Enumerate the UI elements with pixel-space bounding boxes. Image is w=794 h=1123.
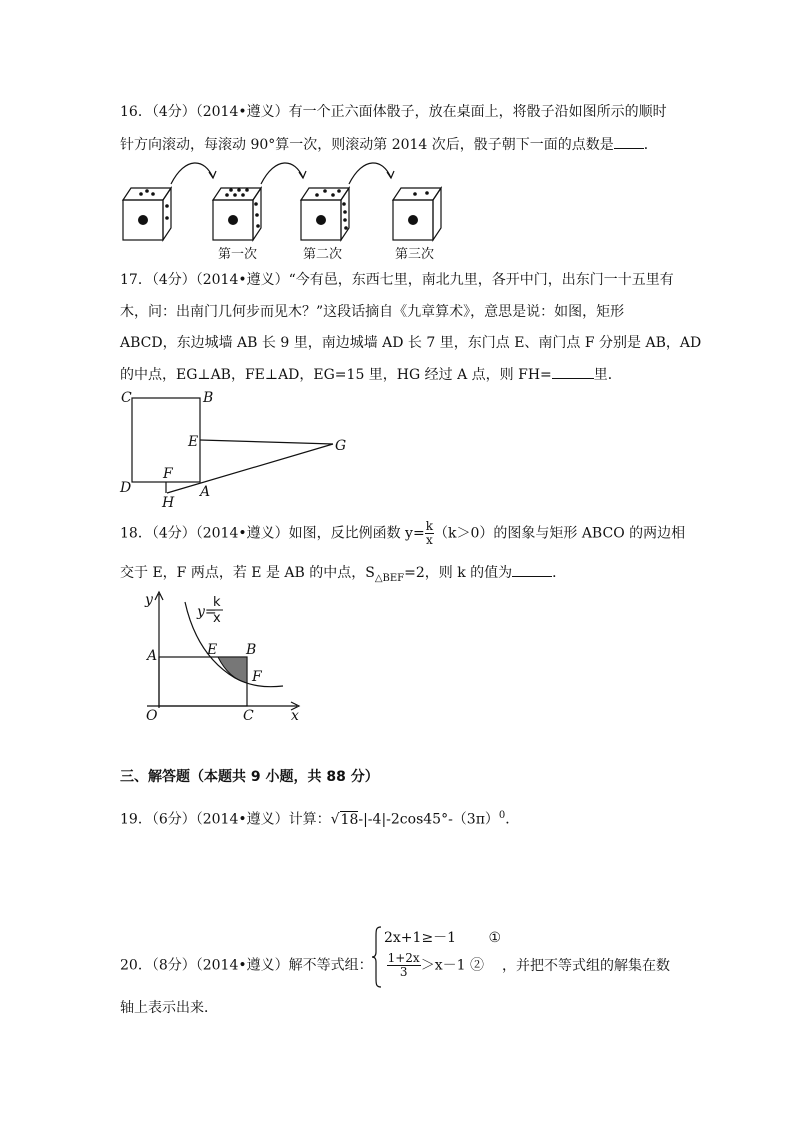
q20-mark1: ① [488, 930, 502, 946]
q18-area-subscript: △BEF [374, 572, 405, 584]
die-3-side-pip [342, 202, 346, 206]
q20-prefix: 20．（8分）（2014•遵义）解不等式组： [120, 957, 373, 974]
die-4-top-pip [425, 191, 429, 195]
die-3-top-pip [331, 193, 335, 197]
q20-ineq1 [384, 928, 501, 948]
die-3-side-pip [343, 218, 347, 222]
q20-line2: 轴上表示出来． [120, 1000, 218, 1016]
die-4-top-pip [413, 192, 417, 196]
die-3-front-pip [316, 215, 326, 225]
q18-line1-rest: （k＞0）的图象与矩形 ABCO 的两边相 [433, 525, 686, 542]
q16-line1: 16．（4分）（2014•遵义）有一个正六面体骰子，放在桌面上，将骰子沿如图所示的顺时 [120, 104, 667, 120]
q18-line2-text: 交于 E，F 两点，若 E 是 AB 的中点，S [120, 565, 375, 581]
dice-label-1: 第一次 [218, 247, 258, 262]
die-2-top-pip [229, 188, 233, 192]
point-d-label: D [120, 480, 132, 496]
die-1-front-pip [138, 215, 148, 225]
q16-line2 [120, 134, 658, 155]
die-2-side-pip [254, 202, 258, 206]
q18-line2-end: ． [552, 565, 567, 581]
point-a-label: A [200, 484, 211, 500]
q17-line1: 17．（4分）（2014•遵义）“今有邑，东西七里，南北九里，各开中门，出东门一十五里有 [120, 272, 674, 288]
roll-arrow-1 [171, 163, 213, 184]
city-wall-figure [115, 388, 355, 513]
point-e-label: E [207, 642, 218, 658]
point-g-label: G [335, 438, 347, 454]
die-3-side-pip [344, 226, 348, 230]
die-3-top-pip [337, 189, 341, 193]
point-f-label: F [163, 466, 173, 482]
q18-line2-rest: =2，则 k 的值为 [404, 565, 513, 581]
roll-arrow-2 [261, 163, 303, 184]
dice-label-2: 第二次 [303, 247, 343, 262]
q17-line4 [120, 364, 622, 385]
q20-ineq1-text: 2x+1≥－1 [384, 930, 457, 946]
q16-line2-text: 针方向滚动，每滚动 90°算一次，则滚动第 2014 次后，骰子朝下一面的点数是 [120, 137, 614, 153]
point-c-label: C [121, 390, 132, 406]
point-b-label: B [203, 390, 214, 406]
q20-fraction-den: 3 [399, 965, 408, 979]
q20-fraction-num: 1+2x [387, 951, 420, 965]
die-3-top-pip [315, 193, 319, 197]
die-2-side-pip [255, 213, 259, 217]
q19-line [120, 806, 519, 830]
q18-fraction-den: x [425, 533, 433, 547]
die-1-side-pip [165, 204, 169, 208]
point-e-label: E [188, 434, 199, 450]
q18-fraction [425, 520, 434, 547]
point-a-label: A [147, 648, 158, 664]
q20-ineq2-rest: ＞x－1 [420, 957, 466, 974]
point-c-label: C [243, 708, 254, 724]
die-2-top-pip [245, 188, 249, 192]
shaded-triangle-bef [218, 657, 247, 683]
q18-line2 [120, 562, 566, 589]
q19-rest: -|-4|-2cos45°-（3π） [358, 811, 499, 828]
section-3-heading: 三、解答题（本题共 9 小题，共 88 分） [120, 769, 379, 785]
q19-exponent: 0 [498, 810, 506, 821]
die-3-side-pip [343, 210, 347, 214]
roll-arrow-3 [349, 163, 391, 184]
die-2-top-pip [237, 188, 241, 192]
point-f-label: F [252, 669, 262, 685]
sqrt-sign: √ [330, 811, 340, 828]
axis-x-label: x [291, 708, 299, 724]
inverse-function-figure [115, 588, 315, 728]
die-1-top-pip [145, 189, 149, 193]
die-4 [393, 188, 441, 240]
q17-line2: 木，问：出南门几何步而见木？”这段话摘自《九章算术》，意思是说：如图，矩形 [120, 304, 625, 320]
point-h-label: H [162, 495, 175, 511]
q17-line4-text: 的中点，EG⊥AB，FE⊥AD，EG=15 里，HG 经过 A 点，则 FH= [120, 367, 552, 383]
die-4-front-pip [408, 215, 418, 225]
q20-fraction [387, 952, 421, 979]
die-2-side-pip [256, 224, 260, 228]
point-b-label: B [246, 642, 257, 658]
q16-answer-blank[interactable] [614, 134, 644, 149]
die-1-top-pip [139, 192, 143, 196]
q20-line1 [120, 952, 670, 979]
function-label-den: x [213, 611, 221, 626]
q17-line3: ABCD，东边城墙 AB 长 9 里，南边城墙 AD 长 7 里，东门点 E、南门点 F 分别是 AB，AD [120, 335, 702, 351]
q18-answer-blank[interactable] [512, 562, 552, 577]
q20-mark2: ② [469, 957, 484, 974]
q18-line1 [120, 520, 685, 547]
q18-line1-text: 18．（4分）（2014•遵义）如图，反比例函数 y= [120, 525, 425, 542]
die-2-front-pip [228, 215, 238, 225]
q17-answer-blank[interactable] [552, 364, 594, 379]
q19-prefix: 19．（6分）（2014•遵义）计算： [120, 811, 331, 828]
sqrt-radicand: 18 [340, 811, 359, 828]
function-label-prefix: y= [197, 604, 217, 620]
dice-roll-figure [115, 160, 455, 265]
die-1 [123, 188, 171, 240]
die-2-top-pip [225, 193, 229, 197]
die-2 [213, 188, 261, 240]
die-3-top-pip [323, 189, 327, 193]
q20-suffix: ，并把不等式组的解集在数 [501, 957, 670, 974]
die-1-side-pip [165, 216, 169, 220]
q19-end: ． [505, 811, 520, 828]
die-2-top-pip [241, 193, 245, 197]
die-3 [301, 188, 349, 240]
point-o-label: O [146, 708, 158, 724]
segment-hg [167, 444, 333, 493]
q18-fraction-num: k [425, 519, 433, 533]
q17-line4-end: 里． [593, 367, 622, 383]
axis-y-label: y [145, 592, 153, 608]
q16-line2-end: ． [643, 137, 658, 153]
dice-label-3: 第三次 [395, 247, 435, 262]
die-1-top-pip [151, 192, 155, 196]
die-2-top-pip [233, 193, 237, 197]
segment-eg [200, 440, 333, 444]
function-label-num: k [213, 595, 221, 610]
